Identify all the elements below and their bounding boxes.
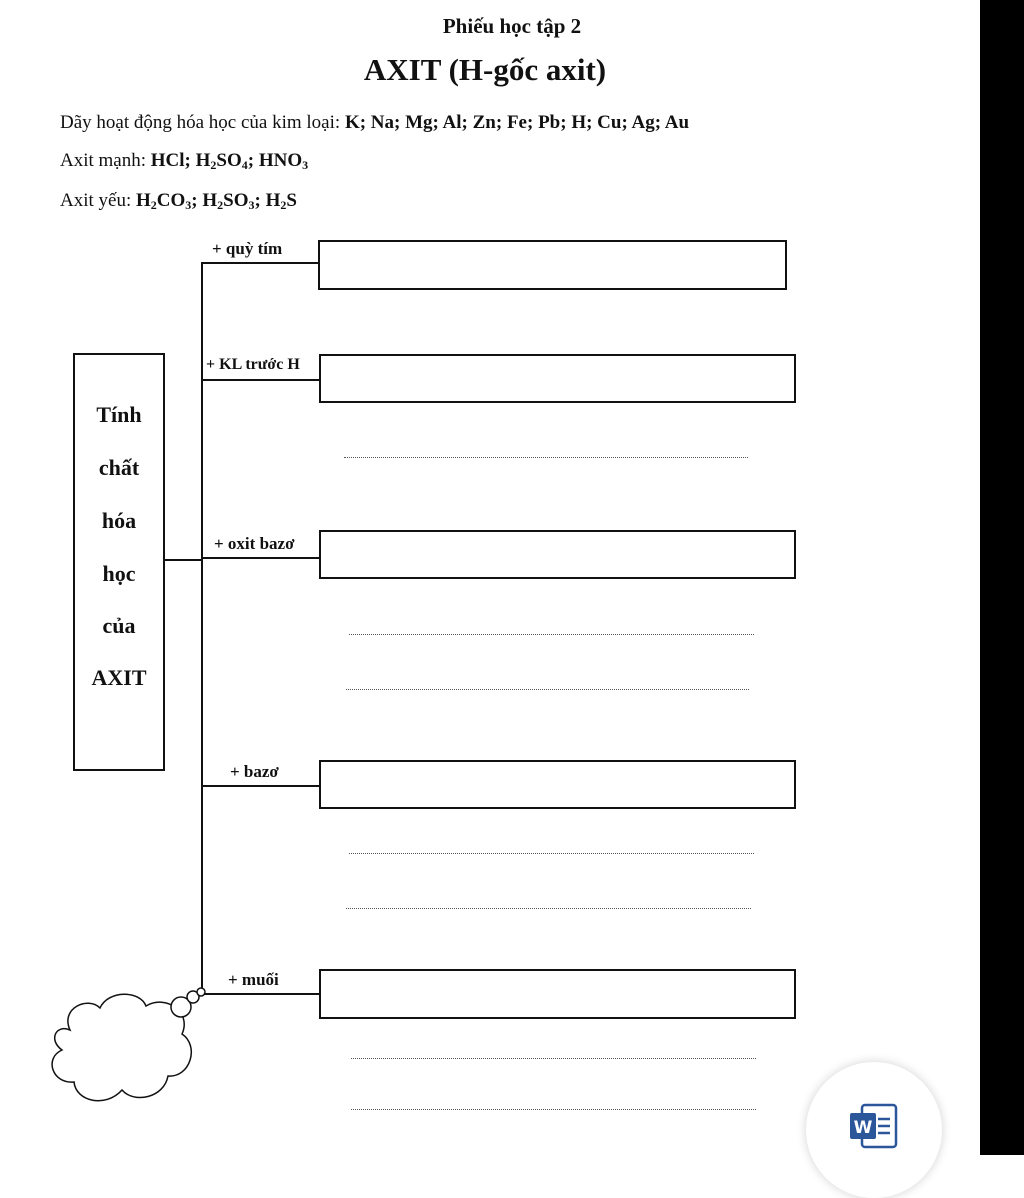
branch-connector-line bbox=[201, 993, 320, 995]
branch-connector-line bbox=[201, 262, 319, 264]
branch-label-litmus: + quỳ tím bbox=[212, 239, 283, 258]
dotted-answer-line[interactable] bbox=[344, 457, 748, 458]
central-box-line: AXIT bbox=[91, 665, 147, 690]
answer-box-basic-oxide[interactable] bbox=[319, 530, 796, 579]
branch-label-salt: + muối bbox=[228, 970, 279, 989]
central-box-line: học bbox=[102, 561, 136, 586]
dotted-answer-line[interactable] bbox=[351, 1058, 756, 1059]
central-box-line: hóa bbox=[101, 508, 137, 533]
main-title: AXIT (H-gốc axit) bbox=[363, 52, 607, 87]
answer-box-base[interactable] bbox=[319, 760, 796, 809]
weak-acid-line bbox=[60, 190, 297, 213]
activity-series-value: K; Na; Mg; Al; Zn; Fe; Pb; H; Cu; Ag; Au bbox=[344, 112, 690, 133]
branch-label-basic-oxide: + oxit bazơ bbox=[214, 534, 295, 553]
strong-acid-line bbox=[60, 150, 308, 173]
diagram-trunk-line bbox=[201, 262, 203, 994]
central-box-line: chất bbox=[98, 455, 140, 480]
central-connector-line bbox=[165, 559, 202, 561]
dotted-answer-line[interactable] bbox=[349, 634, 754, 635]
branch-connector-line bbox=[201, 785, 320, 787]
dotted-answer-line[interactable] bbox=[351, 1109, 756, 1110]
activity-series-line bbox=[60, 112, 689, 134]
strong-acid-value: HCl; $H_2SO_4$; $HNO_3$ bbox=[150, 150, 309, 172]
dotted-answer-line[interactable] bbox=[349, 853, 754, 854]
answer-box-metal[interactable] bbox=[319, 354, 796, 403]
branch-label-metal: + KL trước H bbox=[206, 356, 300, 373]
dotted-answer-line[interactable] bbox=[346, 689, 749, 690]
answer-box-salt[interactable] bbox=[319, 969, 796, 1019]
branch-connector-line bbox=[201, 557, 320, 559]
screen-edge-bar bbox=[980, 0, 1024, 1155]
central-box-line: Tính bbox=[96, 402, 142, 427]
answer-box-litmus[interactable] bbox=[318, 240, 787, 290]
dotted-answer-line[interactable] bbox=[346, 908, 751, 909]
branch-label-base: + bazơ bbox=[230, 762, 279, 781]
weak-acid-value: $H_2CO_3$; $H_2SO_3$; $H_2S$ bbox=[136, 190, 297, 212]
acid-properties-box bbox=[73, 353, 165, 771]
sheet-title: Phiếu học tập 2 bbox=[442, 14, 582, 38]
strong-acid-label: Axit mạnh: bbox=[60, 150, 147, 171]
weak-acid-label: Axit yếu: bbox=[60, 190, 132, 211]
microsoft-word-icon[interactable] bbox=[848, 1103, 900, 1149]
activity-series-label: Dãy hoạt động hóa học của kim loại: bbox=[60, 112, 341, 133]
word-icon-letter: W bbox=[853, 1118, 873, 1138]
branch-connector-line bbox=[201, 379, 320, 381]
central-box-line: của bbox=[102, 613, 136, 638]
thought-cloud-icon bbox=[40, 980, 210, 1120]
